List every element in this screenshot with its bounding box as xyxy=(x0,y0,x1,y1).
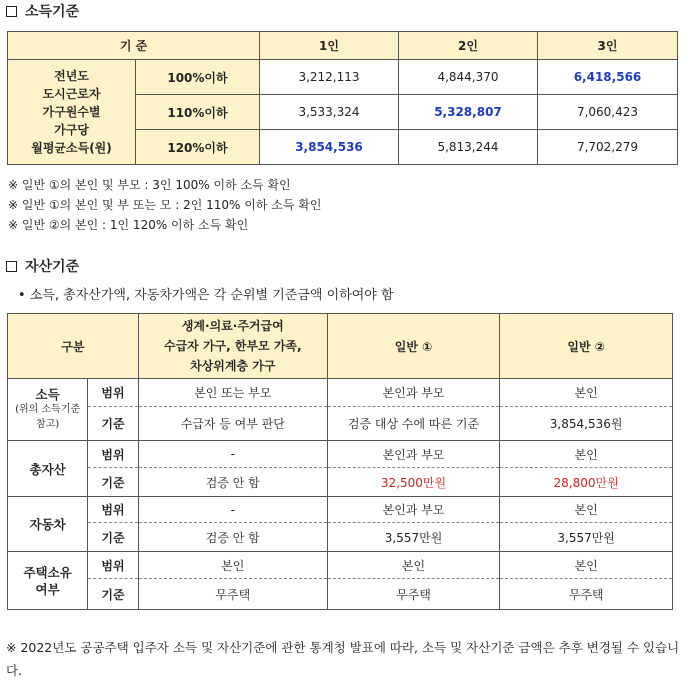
income-cell: 3,212,113 xyxy=(260,60,399,95)
asset-key: 기준 xyxy=(88,468,139,497)
asset-cell: 무주택 xyxy=(138,579,327,610)
asset-cell: 본인 xyxy=(138,552,327,579)
income-cell: 5,813,244 xyxy=(399,130,538,165)
income-cell-highlight: 5,328,807 xyxy=(399,95,538,130)
asset-header-welfare: 생계·의료·주거급여 수급자 가구, 한부모 가족, 차상위계층 가구 xyxy=(138,314,327,379)
income-cell: 3,533,324 xyxy=(260,95,399,130)
income-header-1p: 1인 xyxy=(260,32,399,60)
asset-cell: 본인 xyxy=(500,379,673,407)
income-header-3p: 3인 xyxy=(538,32,678,60)
income-note: ※ 일반 ②의 본인 : 1인 120% 이하 소득 확인 xyxy=(8,218,249,232)
asset-cell: 3,854,536원 xyxy=(500,407,673,441)
asset-cell: 3,557만원 xyxy=(500,523,673,552)
asset-cell: 검증 대상 수에 따른 기준 xyxy=(327,407,499,441)
asset-key: 범위 xyxy=(88,552,139,579)
asset-cell: - xyxy=(138,497,327,523)
asset-cell: 본인 xyxy=(500,497,673,523)
asset-section-title: 자산기준 xyxy=(6,256,79,276)
income-cell: 7,060,423 xyxy=(538,95,678,130)
asset-cell: 본인 또는 부모 xyxy=(138,379,327,407)
income-pct-100: 100%이하 xyxy=(136,60,260,95)
asset-cell: 본인과 부모 xyxy=(327,497,499,523)
asset-cell: 검증 안 함 xyxy=(138,523,327,552)
asset-bullet: • 소득, 총자산가액, 자동차가액은 각 순위별 기준금액 이하여야 함 xyxy=(18,288,394,303)
asset-key: 기준 xyxy=(88,407,139,441)
asset-cell: 무주택 xyxy=(500,579,673,610)
asset-key: 범위 xyxy=(88,441,139,468)
asset-key: 범위 xyxy=(88,379,139,407)
asset-header-general-1: 일반 ① xyxy=(327,314,499,379)
asset-cell: 본인과 부모 xyxy=(327,441,499,468)
asset-key: 기준 xyxy=(88,579,139,610)
asset-cell: 본인 xyxy=(500,441,673,468)
income-table xyxy=(7,31,678,165)
income-cell-highlight: 6,418,566 xyxy=(538,60,678,95)
checkbox-square-icon xyxy=(6,6,17,17)
asset-group-car: 자동차 xyxy=(8,497,88,552)
income-note: ※ 일반 ①의 본인 및 부모 : 3인 100% 이하 소득 확인 xyxy=(8,178,291,192)
income-header-2p: 2인 xyxy=(399,32,538,60)
asset-cell: - xyxy=(138,441,327,468)
asset-header-general-2: 일반 ② xyxy=(500,314,673,379)
asset-cell: 수급자 등 여부 판단 xyxy=(138,407,327,441)
asset-key: 기준 xyxy=(88,523,139,552)
income-row-label: 전년도 도시근로자 가구원수별 가구당 월평균소득(원) xyxy=(8,60,136,165)
asset-cell: 본인과 부모 xyxy=(327,379,499,407)
asset-cell-highlight: 28,800만원 xyxy=(500,468,673,497)
income-cell-highlight: 3,854,536 xyxy=(260,130,399,165)
income-note: ※ 일반 ①의 본인 및 부 또는 모 : 2인 110% 이하 소득 확인 xyxy=(8,198,322,212)
income-cell: 7,702,279 xyxy=(538,130,678,165)
income-pct-110: 110%이하 xyxy=(136,95,260,130)
income-header-basis: 기 준 xyxy=(8,32,260,60)
asset-cell-highlight: 32,500만원 xyxy=(327,468,499,497)
asset-group-income: 소득 (위의 소득기준 참고) xyxy=(8,379,88,441)
asset-table xyxy=(7,313,673,610)
asset-cell: 무주택 xyxy=(327,579,499,610)
asset-group-total-assets: 총자산 xyxy=(8,441,88,497)
asset-cell: 검증 안 함 xyxy=(138,468,327,497)
footer-note: ※ 2022년도 공공주택 입주자 소득 및 자산기준에 관한 통계청 발표에 따라, 소득 및 자산기준 금액은 추후 변경될 수 있습니다. xyxy=(6,640,680,678)
asset-group-housing: 주택소유 여부 xyxy=(8,552,88,610)
income-section-title: 소득기준 xyxy=(6,1,79,21)
checkbox-square-icon xyxy=(6,261,17,272)
income-cell: 4,844,370 xyxy=(399,60,538,95)
asset-cell: 본인 xyxy=(500,552,673,579)
asset-header-category: 구분 xyxy=(8,314,139,379)
income-pct-120: 120%이하 xyxy=(136,130,260,165)
asset-key: 범위 xyxy=(88,497,139,523)
asset-cell: 3,557만원 xyxy=(327,523,499,552)
asset-cell: 본인 xyxy=(327,552,499,579)
